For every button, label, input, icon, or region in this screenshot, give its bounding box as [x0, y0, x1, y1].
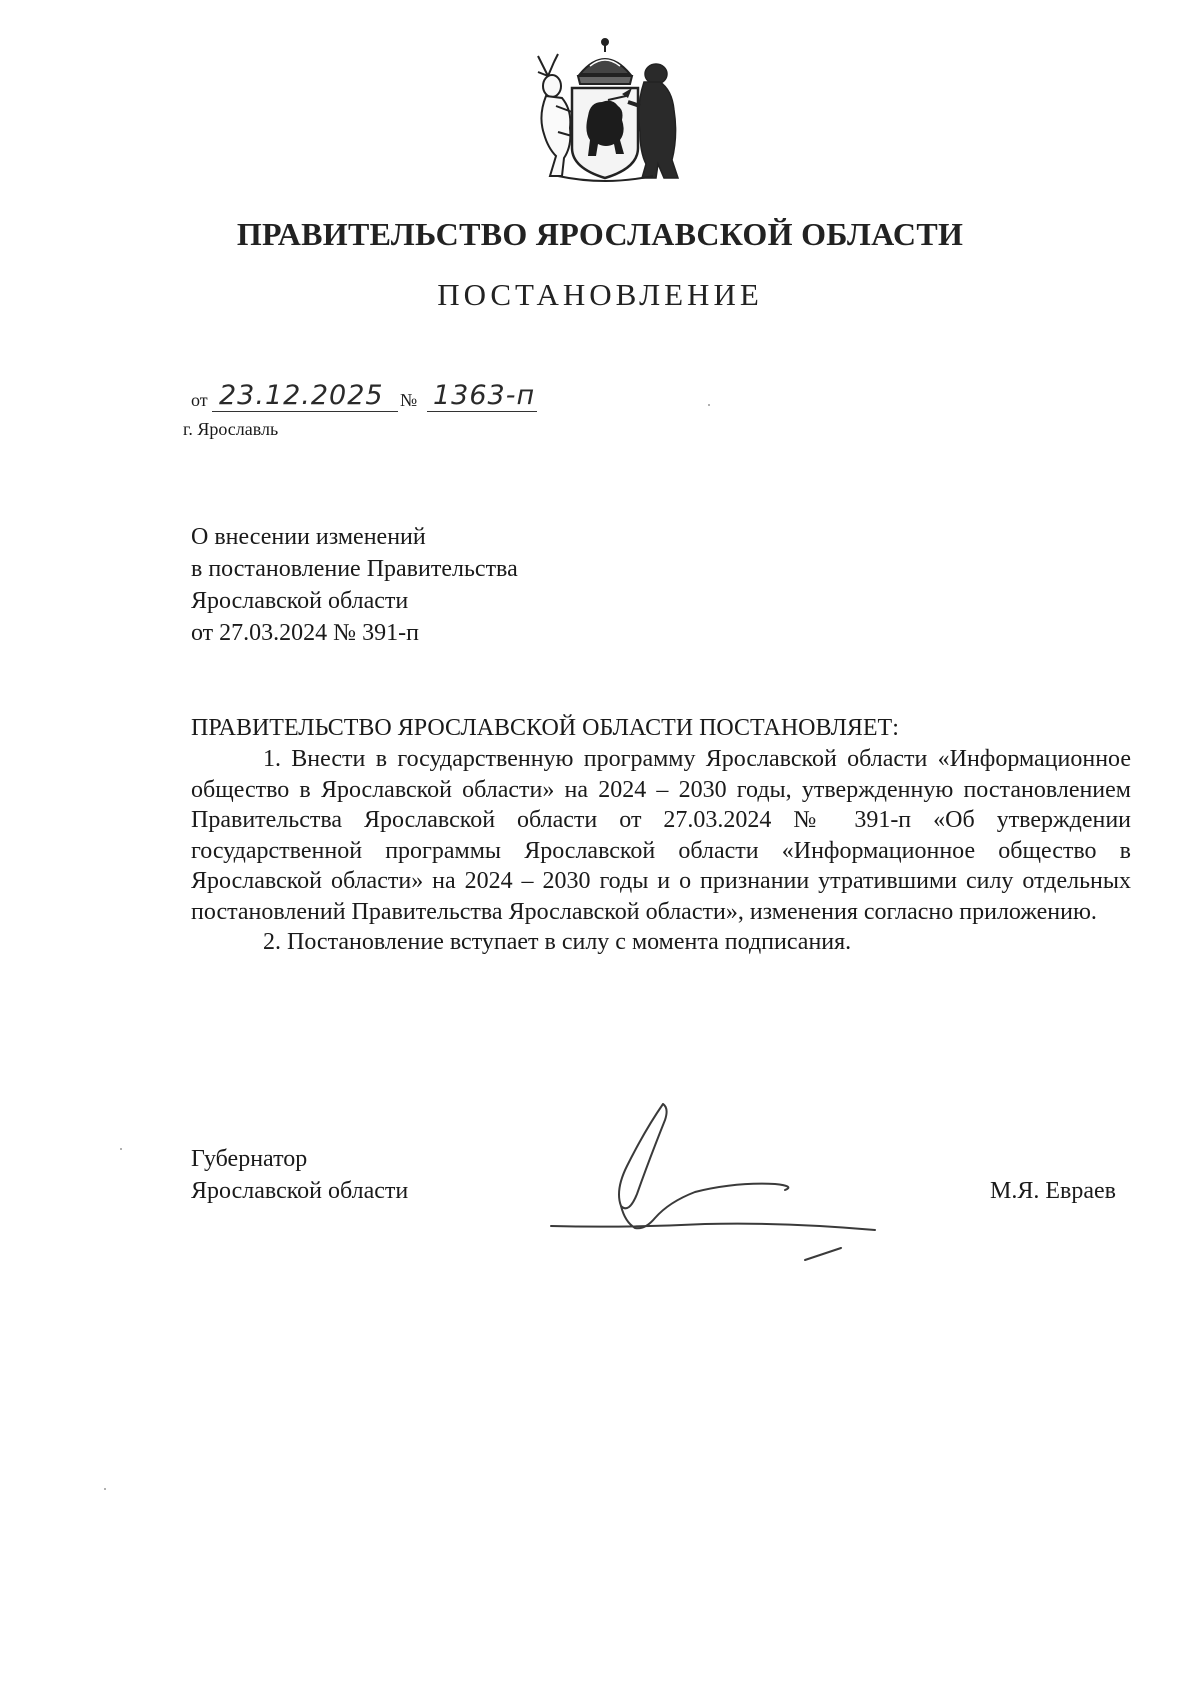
subject-line: О внесении изменений	[191, 524, 426, 550]
date-prefix: от	[191, 390, 208, 410]
position-line: Губернатор	[191, 1146, 308, 1172]
scan-speck	[104, 1488, 106, 1490]
signatory-name: М.Я. Евраев	[990, 1178, 1116, 1204]
handwritten-signature	[545, 1090, 915, 1270]
body-paragraph: 2. Постановление вступает в силу с момента подписания.	[263, 929, 852, 955]
scan-speck	[120, 1148, 122, 1150]
city-label: г. Ярославль	[183, 419, 279, 439]
resolves-heading: ПРАВИТЕЛЬСТВО ЯРОСЛАВСКОЙ ОБЛАСТИ ПОСТАНОВЛЯЕТ:	[191, 715, 899, 741]
body-paragraph: 1. Внести в государственную программу Ярославской области «Информационное общество в Ярославской области» на 2024 – 2030 годы, утвержденную постановлением Правительства Ярославской области от 27.03.2024 № 391-п «Об утверждении государственной программы Ярославской области «Информационное общество в Ярославской области» на 2024 – 2030 годы и о признании утратившими силу отдельных постановлений Правительства Ярославской области», изменения согласно приложению.	[191, 746, 1131, 925]
signatory-position	[191, 1143, 408, 1207]
subject-line: в постановление Правительства	[191, 556, 518, 582]
handwritten-number: 1363-п	[433, 380, 536, 411]
organization-title: ПРАВИТЕЛЬСТВО ЯРОСЛАВСКОЙ ОБЛАСТИ	[236, 216, 964, 252]
subject-line: от 27.03.2024 № 391-п	[191, 620, 419, 646]
body-text	[191, 744, 1131, 958]
document-type: ПОСТАНОВЛЕНИЕ	[437, 277, 763, 312]
date-underline	[212, 411, 398, 412]
subject-line: Ярославской области	[191, 588, 409, 614]
number-prefix: №	[400, 390, 418, 410]
handwritten-date: 23.12.2025	[219, 380, 384, 411]
position-line: Ярославской области	[191, 1178, 409, 1204]
coat-of-arms-icon	[528, 36, 683, 186]
scan-speck	[708, 404, 710, 406]
subject-block	[191, 521, 518, 649]
number-underline	[427, 411, 537, 412]
registration-line	[191, 380, 591, 416]
